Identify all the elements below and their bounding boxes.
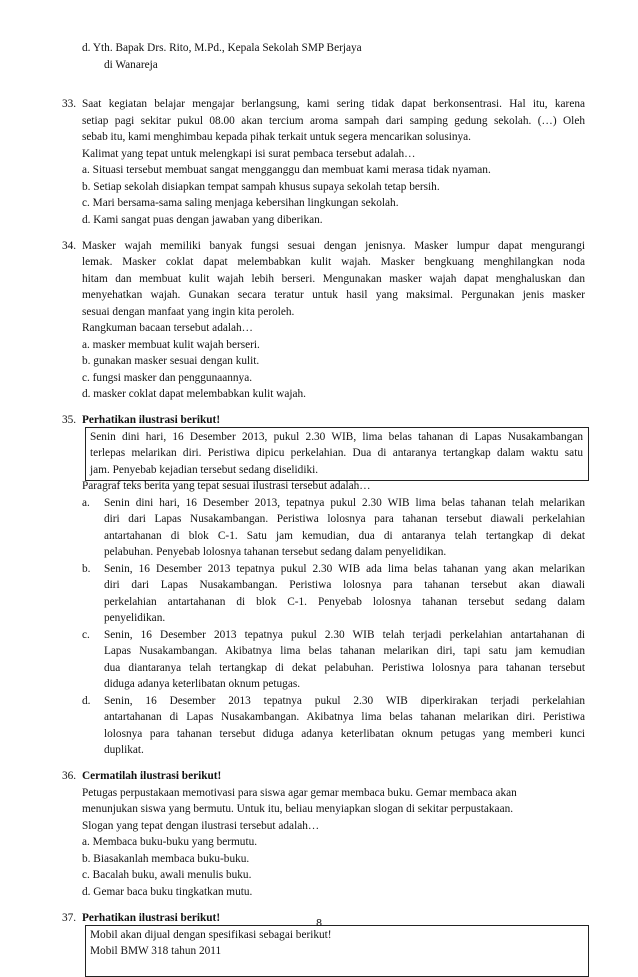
text-line: Senin dini hari, 16 Desember 2013, tepatnya pukul 2.30 WIB lima belas tahanan telah melarikan — [104, 497, 585, 509]
text-line: dua diantaranya telah tertangkap di dekat pelabuhan. Peristiwa lolosnya para tahanan tersebut — [104, 662, 585, 674]
text-line: 35. — [62, 414, 77, 426]
text-line: antartahanan di Lapas Nusakambangan. Akibatnya lima belas tahanan melarikan diri. Peristiwa — [104, 711, 585, 723]
text-line: Senin dini hari, 16 Desember 2013, pukul 2.30 WIB, lima belas tahanan di Lapas Nusakambangan — [90, 431, 583, 443]
text-line: lemak. Masker coklat dapat melembabkan kulit wajah. Masker bengkuang menghilangkan noda — [82, 256, 585, 268]
text-line: a. — [82, 497, 90, 509]
text-line: b. gunakan masker sesuai dengan kulit. — [82, 355, 260, 367]
text-line: c. — [82, 629, 90, 641]
text-line: d. Kami sangat puas dengan jawaban yang diberikan. — [82, 214, 323, 226]
text-line: perkelahian antartahanan di blok C-1. Penyebab lolosnya tahanan tersebut sedang dalam — [104, 596, 585, 608]
text-line: 37. — [62, 912, 77, 924]
text-line: Saat kegiatan belajar mengajar berlangsung, kami sering tidak dapat berkonsentrasi. Hal itu, karena — [82, 98, 585, 110]
text-line: Lapas Nusakambangan. Akibatnya lima belas tahanan melarikan diri, tapi satu jam kemudian — [104, 645, 585, 657]
text-line: Petugas perpustakaan memotivasi para siswa agar gemar membaca buku. Gemar membaca akan — [82, 787, 517, 799]
text-line: 33. — [62, 98, 77, 110]
text-line: Paragraf teks berita yang tepat sesuai ilustrasi tersebut adalah… — [82, 480, 371, 492]
text-line: c. Bacalah buku, awali menulis buku. — [82, 869, 252, 881]
text-line: b. Biasakanlah membaca buku-buku. — [82, 853, 250, 865]
text-line: d. masker coklat dapat melembabkan kulit wajah. — [82, 388, 306, 400]
text-line: setiap pagi sekitar pukul 08.00 akan tercium aroma sampah dari samping gedung sekolah. (…) Oleh — [82, 115, 585, 127]
text-line: d. — [82, 695, 91, 707]
text-line: penyelidikan. — [104, 612, 166, 624]
text-line: diri dari Lapas Nusakambangan. Peristiwa lolosnya para tahanan tersebut diawali perkelahian — [104, 513, 585, 525]
text-line: terlepas melarikan diri. Peristiwa dipicu perkelahian. Dua di antaranya tertangkap dalam waktu satu — [90, 447, 583, 459]
text-line: menunjukan siswa yang bermutu. Untuk itu, beliau menyiapkan slogan di sekitar perpustakaan. — [82, 803, 514, 815]
text-line: lolosnya para tahanan tersebut diduga adanya keterlibatan oknum petugas yang memberi kunci — [104, 728, 585, 740]
text-line: Mobil BMW 318 tahun 2011 — [90, 945, 222, 957]
text-line: Senin, 16 Desember 2013 tepatnya pukul 2.30 WIB telah terjadi perkelahian antartahanan di — [104, 629, 585, 641]
text-line: antartahanan di blok C-1. Satu jam kemudian, dua di antaranya telah tertangkap di dekat — [104, 530, 585, 542]
text-line: Kalimat yang tepat untuk melengkapi isi surat pembaca tersebut adalah… — [82, 148, 416, 160]
text-line: sebab itu, kami menghimbau kepada pihak terkait untuk segera mencarikan solusinya. — [82, 131, 471, 143]
text-line: diduga adanya keterlibatan oknum petugas. — [104, 678, 301, 690]
text-line: c. fungsi masker dan penggunaannya. — [82, 372, 253, 384]
text-line: Perhatikan ilustrasi berikut! — [82, 414, 221, 426]
text-line: b. Setiap sekolah disiapkan tempat sampah khusus supaya sekolah tetap bersih. — [82, 181, 440, 193]
text-line: hitam dan membuat kulit wajah lebih berseri. Mengunakan masker wajah dapat menghaluskan dan — [82, 273, 585, 285]
text-line: Senin, 16 Desember 2013 tepatnya pukul 2.30 WIB diperkirakan terjadi perkelahian — [104, 695, 585, 707]
text-line: menyehatkan wajah. Gunakan secara teratur untuk hasil yang maksimal. Pergunakan jenis masker — [82, 289, 585, 301]
text-line: Mobil akan dijual dengan spesifikasi sebagai berikut! — [90, 929, 332, 941]
text-line: Rangkuman bacaan tersebut adalah… — [82, 322, 253, 334]
text-line: d. Yth. Bapak Drs. Rito, M.Pd., Kepala Sekolah SMP Berjaya — [82, 42, 362, 54]
text-line: sesuai dengan manfaat yang ingin kita peroleh. — [82, 306, 295, 318]
text-line: b. — [82, 563, 91, 575]
text-line: a. masker membuat kulit wajah berseri. — [82, 339, 260, 351]
text-line: Slogan yang tepat dengan ilustrasi tersebut adalah… — [82, 820, 320, 832]
text-line: a. Situasi tersebut membuat sangat mengganggu dan membuat kami merasa tidak nyaman. — [82, 164, 491, 176]
text-line: a. Membaca buku-buku yang bermutu. — [82, 836, 258, 848]
text-line: di Wanareja — [104, 59, 158, 71]
text-line: pelabuhan. Penyebab lolosnya tahanan tersebut sedang dalam penyelidikan. — [104, 546, 447, 558]
text-line: duplikat. — [104, 744, 144, 756]
text-line: Perhatikan ilustrasi berikut! — [82, 912, 221, 924]
text-line: c. Mari bersama-sama saling menjaga kebersihan lingkungan sekolah. — [82, 197, 399, 209]
text-line: 34. — [62, 240, 77, 252]
text-line: jam. Penyebab kejadian tersebut sedang diselidiki. — [90, 464, 319, 476]
page-number: 8 — [316, 917, 322, 929]
text-line: diri dari Lapas Nusakambangan. Peristiwa lolosnya para tahanan tersebut akan diawali — [104, 579, 585, 591]
text-line: 36. — [62, 770, 77, 782]
text-line: Masker wajah memiliki banyak fungsi sesuai dengan jenisnya. Masker lumpur dapat mengurangi — [82, 240, 585, 252]
text-line: Cermatilah ilustrasi berikut! — [82, 770, 222, 782]
text-line: d. Gemar baca buku tingkatkan mutu. — [82, 886, 253, 898]
text-line: Senin, 16 Desember 2013 tepatnya pukul 2.30 WIB ada lima belas tahanan yang akan melarikan — [104, 563, 585, 575]
